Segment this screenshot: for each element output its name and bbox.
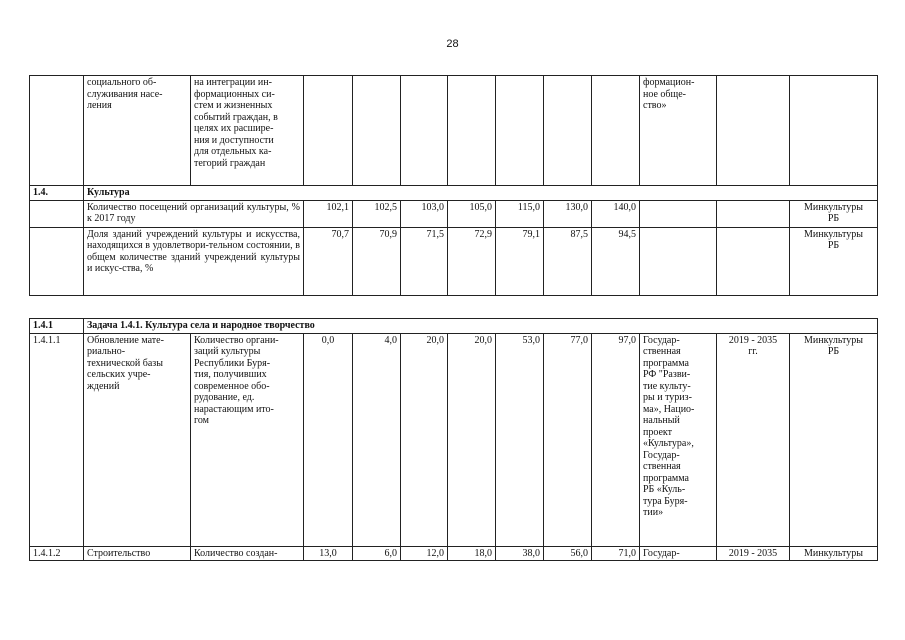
value-cell: 77,0 xyxy=(544,333,592,546)
indicators-table xyxy=(29,75,878,296)
indicator-text: Количество посещений организаций культуры, % к 2017 году xyxy=(84,200,304,227)
table-row xyxy=(30,333,878,546)
value-cell: 94,5 xyxy=(592,227,640,295)
value-cell: 70,9 xyxy=(353,227,401,295)
program-cell: формацион- ное обще- ство» xyxy=(640,76,717,186)
period-cell: 2019 - 2035 xyxy=(717,546,790,561)
row-number: 1.4.1.2 xyxy=(30,546,84,561)
value-cell: 4,0 xyxy=(353,333,401,546)
table-row xyxy=(30,227,878,295)
indicator-text: Доля зданий учреждений культуры и искусства, находящихся в удовлетвори-тельном состоянии, в общем количестве зданий учреждений культуры и искус-ства, % xyxy=(84,227,304,295)
table-row xyxy=(30,76,878,186)
value-cell: 13,0 xyxy=(304,546,353,561)
value-cell: 140,0 xyxy=(592,200,640,227)
value-cell: 130,0 xyxy=(544,200,592,227)
section-number: 1.4. xyxy=(30,186,84,201)
row-number: 1.4.1.1 xyxy=(30,333,84,546)
program-cell: Государ- xyxy=(640,546,717,561)
value-cell: 20,0 xyxy=(401,333,448,546)
value-cell: 18,0 xyxy=(448,546,496,561)
value-cell: 6,0 xyxy=(353,546,401,561)
value-cell: 102,1 xyxy=(304,200,353,227)
value-cell: 53,0 xyxy=(496,333,544,546)
value-cell: 97,0 xyxy=(592,333,640,546)
indicator-cell: Количество органи- заций культуры Республики Буря- тия, получивших современное обо- рудование, ед. нарастающим ито- гом xyxy=(191,333,304,546)
tasks-table xyxy=(29,318,878,561)
responsible-cell: Минкультуры РБ xyxy=(790,200,878,227)
responsible-cell: Минкультуры xyxy=(790,546,878,561)
value-cell: 115,0 xyxy=(496,200,544,227)
value-cell: 0,0 xyxy=(304,333,353,546)
value-cell: 56,0 xyxy=(544,546,592,561)
event-cell: социального об- служивания насе- ления xyxy=(84,76,191,186)
page-number: 28 xyxy=(446,38,459,50)
value-cell: 72,9 xyxy=(448,227,496,295)
value-cell: 103,0 xyxy=(401,200,448,227)
value-cell: 105,0 xyxy=(448,200,496,227)
value-cell: 87,5 xyxy=(544,227,592,295)
value-cell: 12,0 xyxy=(401,546,448,561)
value-cell: 79,1 xyxy=(496,227,544,295)
program-cell: Государ- ственная программа РФ "Разви- тие культу- ры и туриз- ма», Нацио- нальный проект «Культура», Государ- ственная программа РБ «Куль- тура Буря- тии» xyxy=(640,333,717,546)
indicator-cell: на интеграции ин- формационных си- стем и жизненных событий граждан, в целях их расшире- ния и доступности для отдельных ка- тегорий граждан xyxy=(191,76,304,186)
task-title: Задача 1.4.1. Культура села и народное творчество xyxy=(84,319,878,334)
indicator-cell: Количество создан- xyxy=(191,546,304,561)
section-title: Культура xyxy=(84,186,878,201)
value-cell: 71,0 xyxy=(592,546,640,561)
section-row xyxy=(30,186,878,201)
responsible-cell: Минкультуры РБ xyxy=(790,227,878,295)
event-cell: Строительство xyxy=(84,546,191,561)
responsible-cell: Минкультуры РБ xyxy=(790,333,878,546)
value-cell: 38,0 xyxy=(496,546,544,561)
table-row xyxy=(30,546,878,561)
event-cell: Обновление мате- риально- технической базы сельских учре- ждений xyxy=(84,333,191,546)
task-row xyxy=(30,319,878,334)
table-row xyxy=(30,200,878,227)
value-cell: 71,5 xyxy=(401,227,448,295)
value-cell: 20,0 xyxy=(448,333,496,546)
value-cell: 70,7 xyxy=(304,227,353,295)
value-cell: 102,5 xyxy=(353,200,401,227)
task-number: 1.4.1 xyxy=(30,319,84,334)
period-cell: 2019 - 2035 гг. xyxy=(717,333,790,546)
table-cell xyxy=(30,76,84,186)
